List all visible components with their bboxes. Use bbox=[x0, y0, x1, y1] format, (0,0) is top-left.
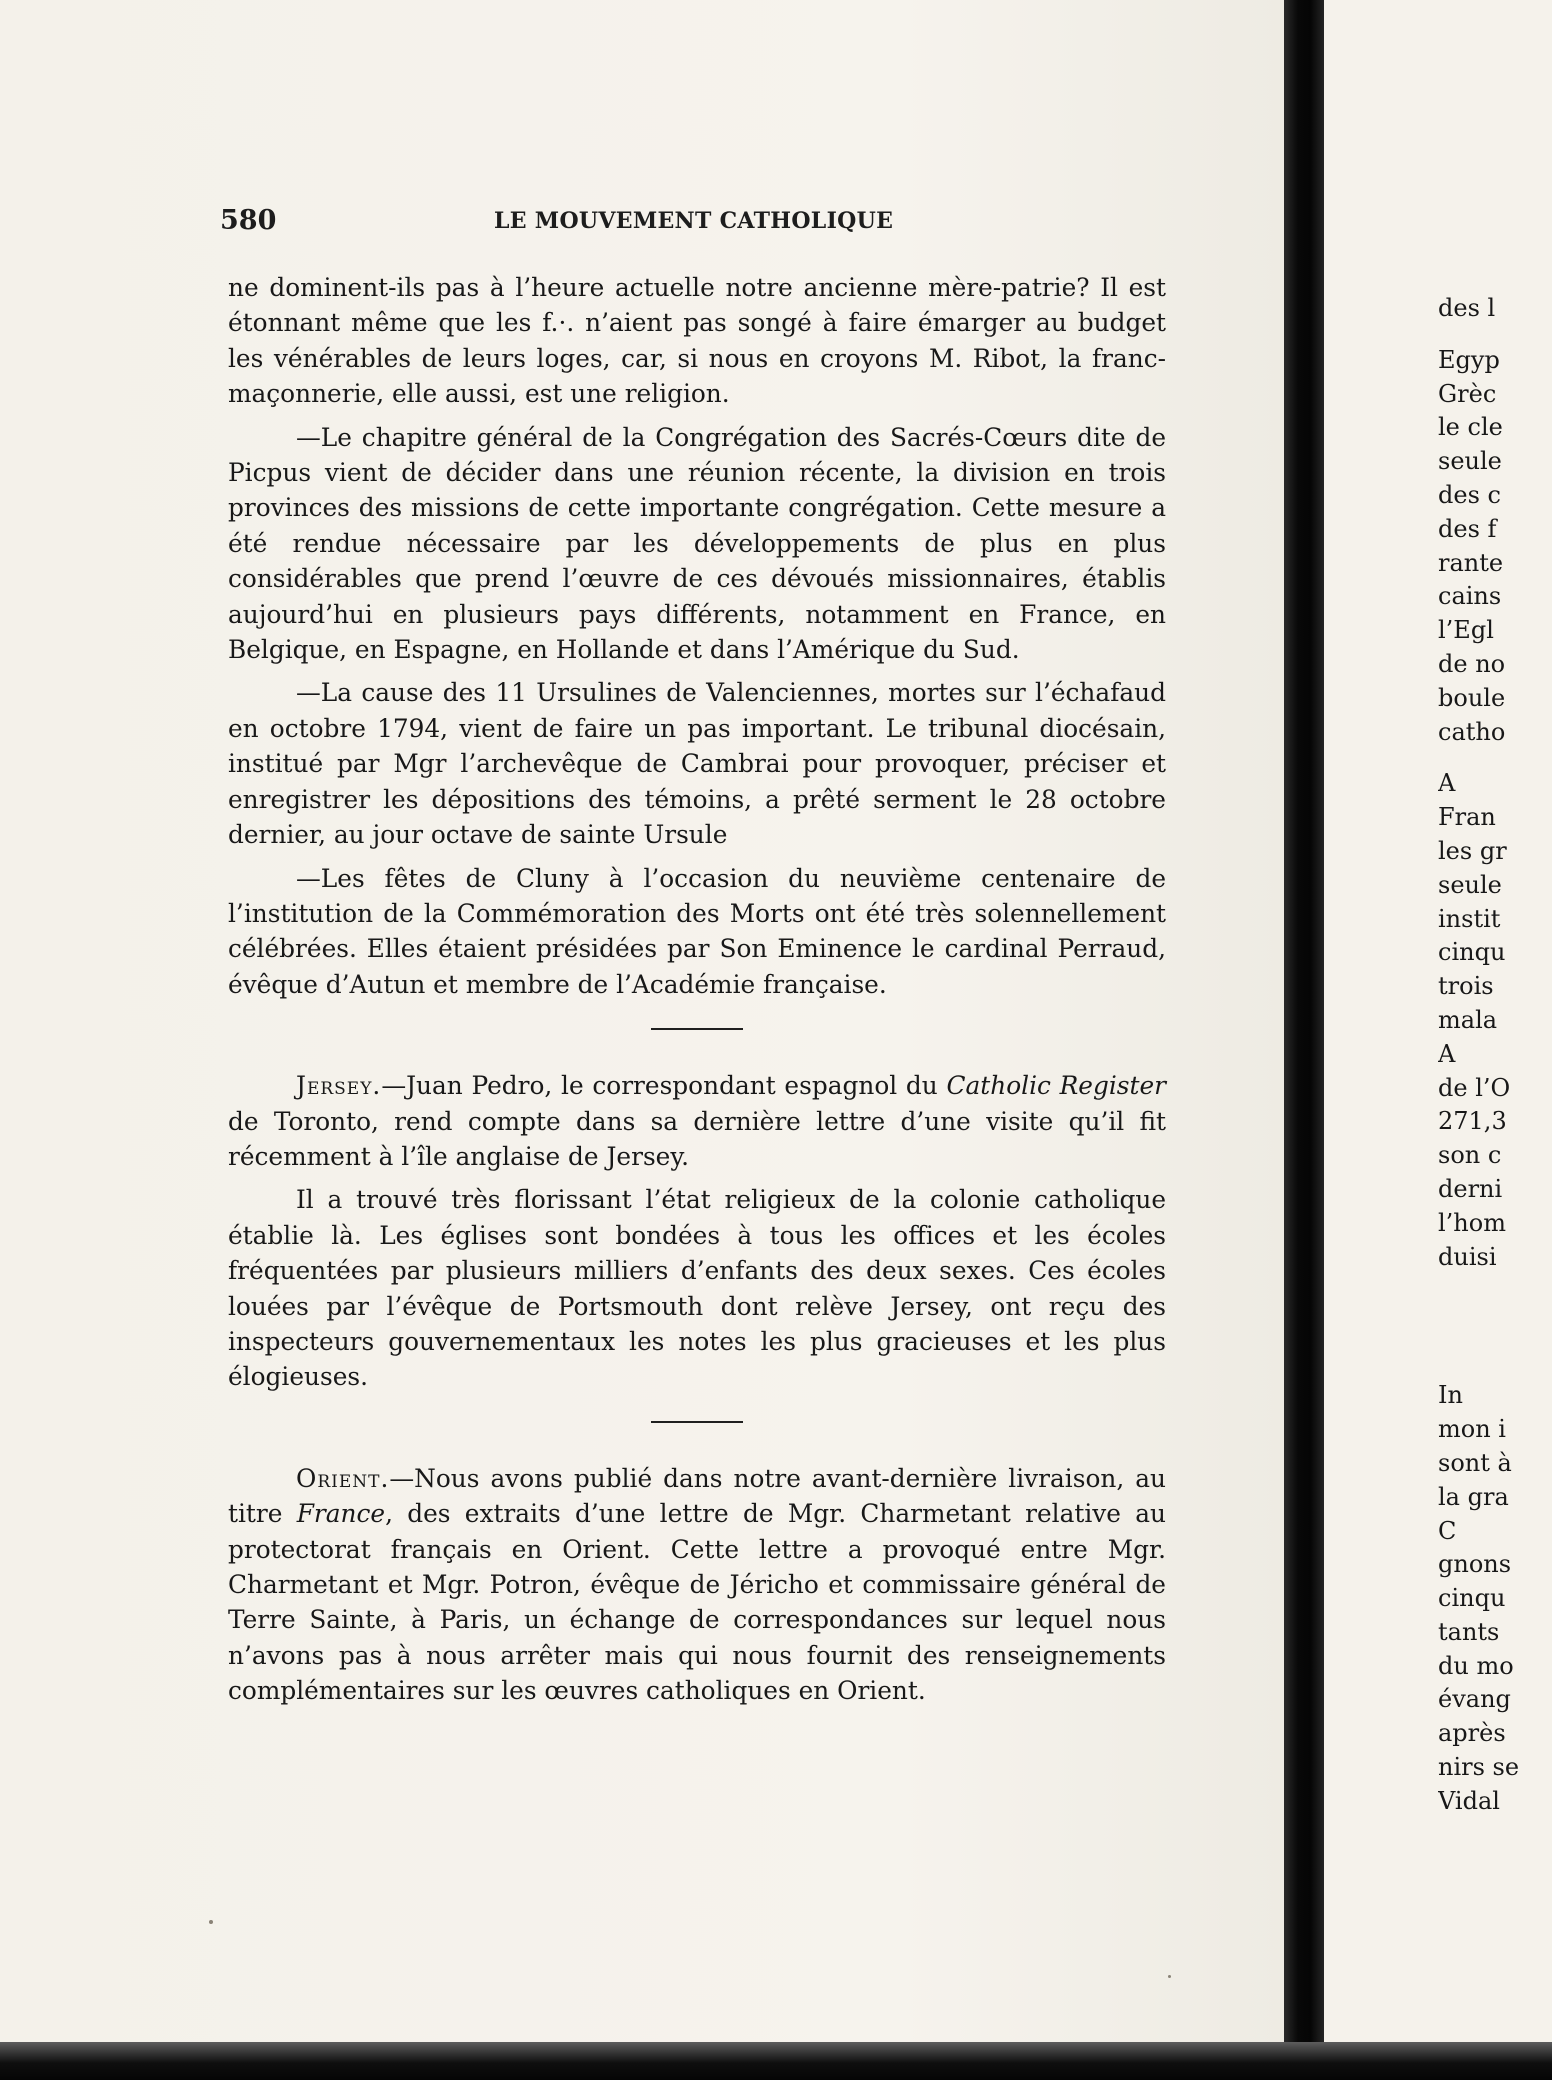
right-page-line: A bbox=[1438, 1039, 1456, 1068]
right-page-line: boule bbox=[1438, 683, 1506, 712]
right-page-line: des l bbox=[1438, 294, 1496, 322]
paragraph-ursulines: —La cause des 11 Ursulines de Valenciennes, mortes sur l’échafaud en octobre 1794, vient de faire un pas important. Le tribunal diocésain, institué par Mgr l’archevêque de Cambrai pour provoquer, préciser et enregistrer les dépositions des témoins, a prêté serment le 28 octobre dernier, au jour octave de sainte Ursule bbox=[228, 678, 1166, 850]
paragraph-cluny: —Les fêtes de Cluny à l’occasion du neuvième centenaire de l’institution de la Commémoration des Morts ont été très solennellement célébrées. Elles étaient présidées par Son Eminence le cardinal Perraud, évêque d’Autun et membre de l’Académie française. bbox=[228, 863, 1166, 999]
right-page-line: 271,3 bbox=[1438, 1107, 1507, 1136]
right-page-gap bbox=[1438, 326, 1528, 344]
right-page-line: trois bbox=[1438, 972, 1494, 1001]
section-divider bbox=[651, 1028, 743, 1030]
right-page-line: sont à bbox=[1438, 1448, 1512, 1477]
right-page-line: mon i bbox=[1438, 1415, 1506, 1444]
right-page-text-fragments bbox=[1438, 292, 1528, 1819]
right-page-gap-large bbox=[1438, 1274, 1528, 1379]
right-page-line: tants bbox=[1438, 1617, 1500, 1646]
right-page-line: l’hom bbox=[1438, 1208, 1506, 1237]
book-gutter bbox=[1284, 0, 1324, 2080]
orient-heading: Orient. bbox=[296, 1463, 390, 1493]
right-page-line: après bbox=[1438, 1719, 1506, 1748]
right-page-line: cains bbox=[1438, 582, 1502, 611]
right-page-line: évang bbox=[1438, 1685, 1511, 1714]
right-page-line: des c bbox=[1438, 480, 1501, 509]
right-page-line: Grèc bbox=[1438, 379, 1497, 408]
right-page-line: de no bbox=[1438, 649, 1506, 678]
page-header bbox=[220, 205, 1170, 241]
right-page-line: Vidal bbox=[1438, 1786, 1500, 1815]
right-page-line: duisi bbox=[1438, 1242, 1497, 1271]
right-page-line: Egyp bbox=[1438, 345, 1500, 374]
right-page-gap bbox=[1438, 749, 1528, 767]
right-page-line: seule bbox=[1438, 447, 1502, 476]
page-number: 580 bbox=[220, 205, 277, 236]
right-page-line: son c bbox=[1438, 1141, 1502, 1170]
paragraph-picpus: —Le chapitre général de la Congrégation des Sacrés-Cœurs dite de Picpus vient de décider dans une réunion récente, la division en trois provinces des missions de cette importante congrégation. Cette mesure a été rendue nécessaire par les développements de plus en plus considérables que prend l’œuvre de ces dévoués missionnaires, établis aujourd’hui en plusieurs pays différents, notamment en France, en Belgique, en Espagne, en Hollande et dans l’Amérique du Sud. bbox=[228, 422, 1166, 665]
right-page-line: les gr bbox=[1438, 836, 1507, 865]
right-page-line: instit bbox=[1438, 904, 1501, 933]
right-page-line: cinqu bbox=[1438, 1584, 1506, 1613]
bottom-scan-shadow bbox=[0, 2042, 1552, 2080]
left-page-body bbox=[228, 270, 1166, 1709]
right-page-line: du mo bbox=[1438, 1651, 1514, 1680]
right-page-line: A bbox=[1438, 769, 1456, 798]
jersey-paragraph bbox=[228, 1068, 1166, 1174]
right-page-line: Fran bbox=[1438, 803, 1496, 832]
right-page-line: la gra bbox=[1438, 1482, 1509, 1511]
right-page-line: mala bbox=[1438, 1005, 1498, 1034]
jersey-heading: Jersey. bbox=[296, 1071, 382, 1101]
right-page-line: l’Egl bbox=[1438, 616, 1494, 645]
right-page-line: seule bbox=[1438, 870, 1502, 899]
right-page-line: gnons bbox=[1438, 1550, 1512, 1579]
paper-speck bbox=[209, 1920, 213, 1924]
jersey-paragraph-2: Il a trouvé très florissant l’état religieux de la colonie catholique établie là. Les églises sont bondées à tous les offices et les écoles fréquentées par plusieurs milliers d’enfants des deux sexes. Ces écoles louées par l’évêque de Portsmouth dont relève Jersey, ont reçu des inspecteurs gouvernementaux les notes les plus gracieuses et les plus élogieuses. bbox=[228, 1185, 1166, 1392]
running-title: LE MOUVEMENT CATHOLIQUE bbox=[494, 208, 894, 234]
right-page-line: In bbox=[1438, 1381, 1463, 1410]
right-page-line: des f bbox=[1438, 514, 1497, 543]
paragraph-continuation: ne dominent-ils pas à l’heure actuelle notre ancienne mère-patrie? Il est étonnant même que les f.·. n’aient pas songé à faire émarger au budget les vénérables de leurs loges, car, si nous en croyons M. Ribot, la franc-maçonnerie, elle aussi, est une religion. bbox=[228, 273, 1166, 409]
france-title: France bbox=[296, 1499, 386, 1529]
catholic-register-title: Catholic Register bbox=[946, 1071, 1166, 1101]
right-page-line: C bbox=[1438, 1516, 1457, 1545]
right-page-line: derni bbox=[1438, 1174, 1503, 1203]
section-divider-2 bbox=[651, 1421, 743, 1423]
right-page-line: catho bbox=[1438, 717, 1506, 746]
jersey-text-before: —Juan Pedro, le correspondant espagnol du bbox=[381, 1071, 947, 1101]
orient-text-before: —Nous avons publié dans notre avant-dernière livraison, au titre bbox=[228, 1463, 1166, 1529]
paper-speck-2 bbox=[1168, 1975, 1171, 1978]
right-page-line: le cle bbox=[1438, 413, 1503, 442]
orient-text-after: , des extraits d’une lettre de Mgr. Charmetant relative au protectorat français en Orient. Cette lettre a provoqué entre Mgr. Charmetant et Mgr. Potron, évêque de Jéricho et commissaire général de Terre Sainte, à Paris, un échange de correspondances sur lequel nous n’avons pas à nous arrêter mais qui nous fournit des renseignements complémentaires sur les œuvres catholiques en Orient. bbox=[228, 1499, 1166, 1706]
jersey-text-after: de Toronto, rend compte dans sa dernière lettre d’une visite qu’il fit récemment à l’île anglaise de Jersey. bbox=[228, 1106, 1166, 1171]
right-page-line: de l’O bbox=[1438, 1073, 1511, 1102]
right-page-line: rante bbox=[1438, 548, 1504, 577]
right-page-line: cinqu bbox=[1438, 938, 1506, 967]
right-page-line: nirs se bbox=[1438, 1753, 1520, 1782]
orient-paragraph bbox=[228, 1461, 1166, 1709]
